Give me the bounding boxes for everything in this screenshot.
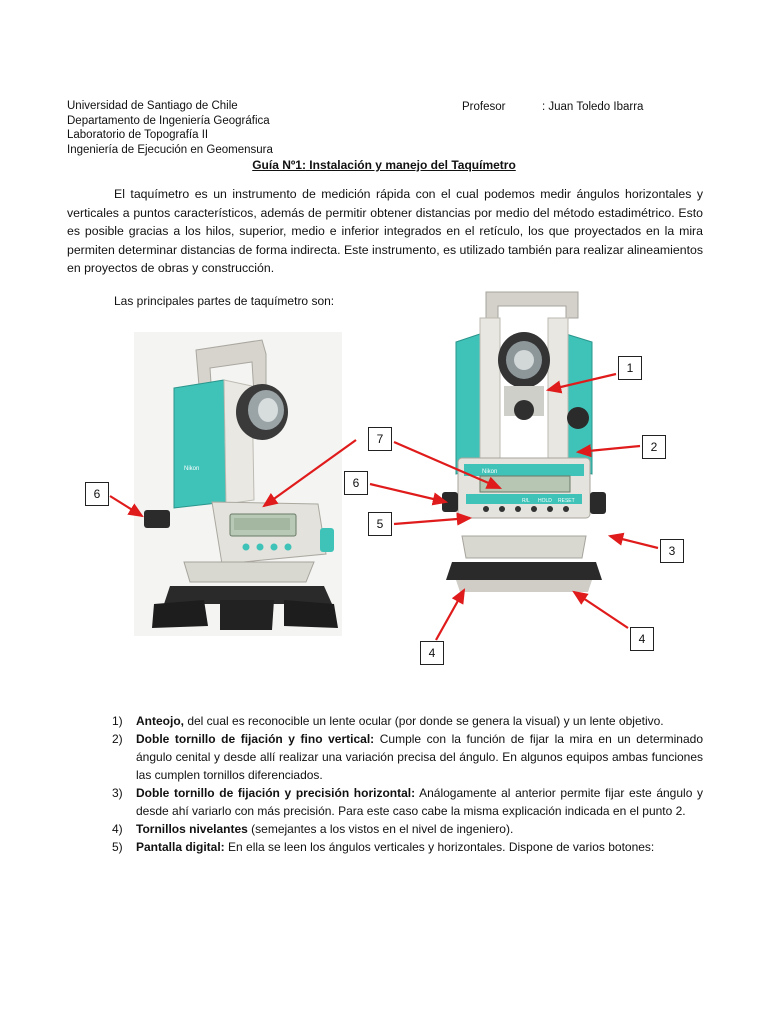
intro-text: El taquímetro es un instrumento de medición rápida con el cual podemos medir ángulos horizontales y verticales a puntos característicos, además de permitir obtener distancias por medio del método estadimétrico. Esto es posible gracias a los hilos, superior, medio e inferior integrados en el retículo, los que proyectados en la mira permiten determinar distancias de forma indirecta. Este instrumento, es utilizado también para realizar alineamientos en proyectos de obras y construcción.: [67, 187, 703, 275]
callout-4-right: 4: [630, 627, 654, 651]
header-line: Departamento de Ingeniería Geográfica: [67, 114, 270, 127]
callout-6-left: 6: [85, 482, 109, 506]
key-label: R/L: [522, 498, 530, 504]
callout-6-right: 6: [344, 471, 368, 495]
brand-label: Nikon: [482, 469, 498, 475]
list-number: 4): [112, 822, 123, 836]
list-item: [112, 730, 703, 784]
header-line: Laboratorio de Topografía II: [67, 129, 209, 141]
list-item: [112, 838, 703, 856]
callout-2: 2: [642, 435, 666, 459]
professor-label: Profesor: [462, 101, 506, 113]
list-text: En ella se leen los ángulos verticales y horizontales. Dispone de varios botones:: [224, 840, 655, 854]
list-term: Pantalla digital:: [136, 840, 225, 854]
title-prefix: Guía Nº1:: [252, 158, 306, 172]
arrow-6-right: [370, 484, 446, 502]
header-line: Universidad de Santiago de Chile: [67, 100, 238, 112]
list-term: Anteojo,: [136, 714, 184, 728]
arrow-7-right: [394, 442, 500, 488]
parts-heading: Las principales partes de taquímetro son:: [114, 294, 335, 308]
callout-5: 5: [368, 512, 392, 536]
list-term: Tornillos nivelantes: [136, 822, 248, 836]
arrow-5: [394, 518, 470, 524]
arrow-4-left: [436, 590, 464, 640]
callout-4-left: 4: [420, 641, 444, 665]
list-term: Doble tornillo de fijación y precisión horizontal:: [136, 786, 416, 800]
arrow-7-left: [264, 440, 356, 506]
list-number: 2): [112, 732, 123, 746]
title-text: Instalación y manejo del Taquímetro: [305, 158, 516, 172]
list-text: (semejantes a los vistos en el nivel de ingeniero).: [247, 822, 514, 836]
key-label: HOLD: [538, 498, 552, 504]
list-number: 1): [112, 714, 123, 728]
arrow-2: [578, 446, 640, 452]
brand-label: Nikon: [184, 466, 200, 472]
callout-7: 7: [368, 427, 392, 451]
list-text: Cumple con la función de fijar la mira en un determinado ángulo cenital y desde allí realizar una variación precisa del ángulo. En algunos equipos ambas funciones las cumplen tornillos diferenciados.: [136, 732, 703, 782]
parts-list: [112, 712, 703, 856]
list-number: 3): [112, 786, 123, 800]
list-number: 5): [112, 840, 123, 854]
list-item: [112, 820, 703, 838]
callout-3: 3: [660, 539, 684, 563]
arrow-1: [548, 374, 616, 390]
list-item: [112, 712, 703, 730]
list-term: Doble tornillo de fijación y fino vertical:: [136, 732, 375, 746]
arrow-4-right: [574, 592, 628, 628]
key-label: RESET: [558, 498, 575, 504]
arrow-6-left: [110, 496, 142, 516]
callout-1: 1: [618, 356, 642, 380]
list-text: Análogamente al anterior permite fijar este ángulo y desde ahí variarlo con más precisión. Para este caso cabe la misma explicación indicada en el punto 2.: [136, 786, 704, 818]
arrow-3: [610, 536, 658, 548]
header-line: Ingeniería de Ejecución en Geomensura: [67, 143, 273, 156]
list-text: del cual es reconocible un lente ocular (por donde se genera la visual) y un lente objetivo.: [184, 714, 664, 728]
professor-name: : Juan Toledo Ibarra: [542, 101, 644, 113]
list-item: [112, 784, 703, 820]
